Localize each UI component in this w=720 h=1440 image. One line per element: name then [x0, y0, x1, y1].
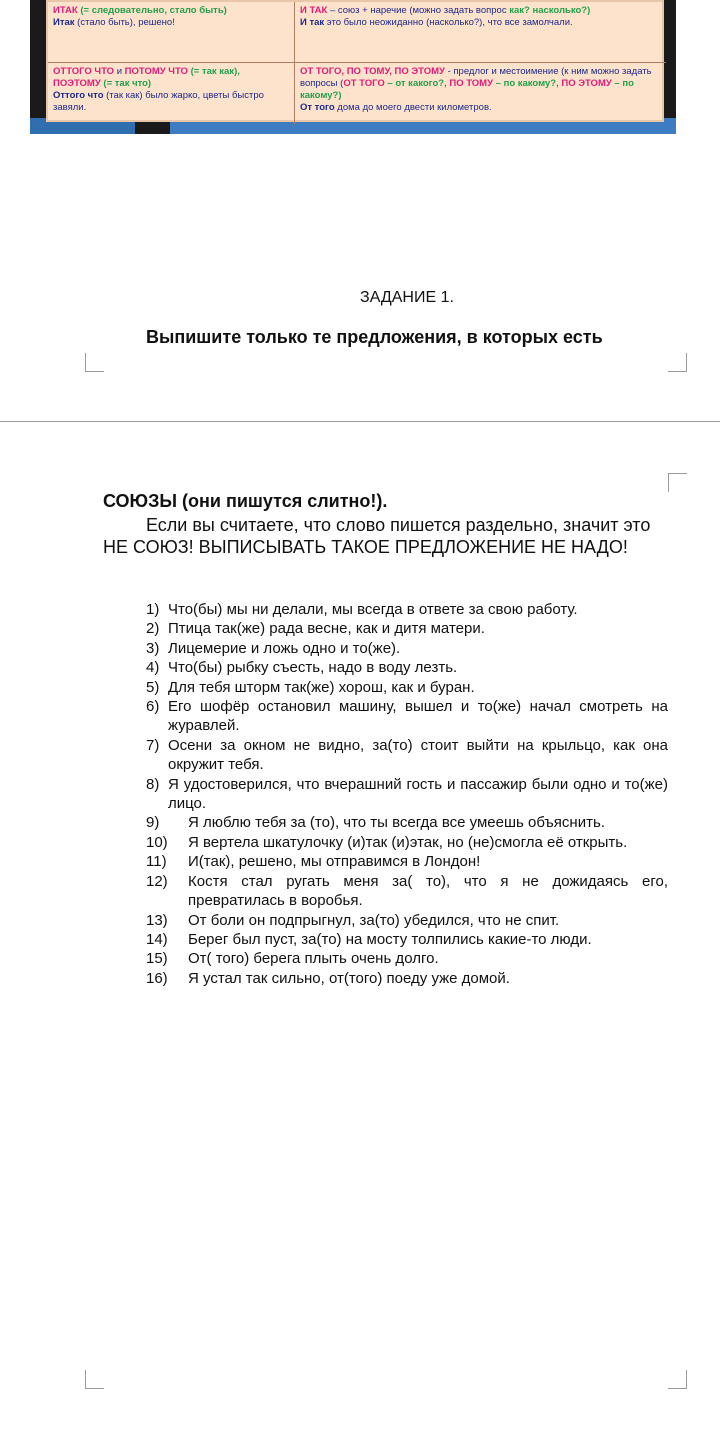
table-cell-ottogo-chto: ОТТОГО ЧТО и ПОТОМУ ЧТО (= так как), ПОЭТОМУ (= так что) Оттого что (так как) было жарко, цветы быстро завяли.	[48, 62, 294, 124]
list-item: 4) Что(бы) рыбку съесть, надо в воду лезть.	[146, 659, 458, 677]
task-title: ЗАДАНИЕ 1.	[360, 289, 454, 306]
list-item: 2) Птица так(же) рада весне, как и дитя матери.	[146, 620, 485, 638]
table-cell-itak: ИТАК (= следовательно, стало быть) Итак (стало быть), решено!	[53, 5, 227, 28]
list-item: 3) Лицемерие и ложь одно и то(же).	[146, 639, 401, 657]
page-corner-mark	[85, 353, 104, 372]
list-item: 5) Для тебя шторм так(же) хорош, как и буран.	[146, 678, 475, 696]
list-item: 9) Я люблю тебя за (то), что ты всегда все умеешь объяснить.	[146, 814, 605, 832]
list-item: 11) И(так), решено, мы отправимся в Лондон!	[146, 853, 481, 871]
list-item: 7) Осени за окном не видно, за(то) стоит выйти на крыльцо, как она окружит тебя.	[146, 736, 668, 774]
page-corner-mark	[668, 353, 687, 372]
sentence-list	[146, 600, 668, 988]
page-corner-mark	[668, 473, 687, 492]
section-heading: СОЮЗЫ (они пишутся слитно!).	[103, 491, 388, 511]
page-separator	[0, 421, 720, 422]
instruction-paragraph: Если вы считаете, что слово пишется раздельно, значит это НЕ СОЮЗ! ВЫПИСЫВАТЬ ТАКОЕ ПРЕДЛОЖЕНИЕ НЕ НАДО!	[103, 515, 651, 557]
rules-table	[46, 0, 664, 122]
list-item: 10) Я вертела шкатулочку (и)так (и)этак, но (не)смогла её открыть.	[146, 833, 628, 851]
page-corner-mark	[85, 1370, 104, 1389]
list-item: 13) От боли он подпрыгнул, за(то) убедился, что не спит.	[146, 911, 560, 929]
list-item: 12) Костя стал ругать меня за( то), что я не дожидаясь его, превратилась в воробья.	[146, 872, 668, 910]
list-item: 6) Его шофёр остановил машину, вышел и то(же) начал смотреть на журавлей.	[146, 698, 668, 735]
rules-table-image	[30, 0, 676, 134]
list-item: 15) От( того) берега плыть очень долго.	[146, 950, 439, 968]
list-item: 8) Я удостоверился, что вчерашний гость и пассажир были одно и то(же) лицо.	[146, 775, 668, 813]
task-instruction: Выпишите только те предложения, в которых есть	[146, 327, 603, 347]
page-corner-mark	[668, 1370, 687, 1389]
list-item: 16) Я устал так сильно, от(того) поеду уже домой.	[146, 969, 510, 987]
table-cell-i-tak: И ТАК – союз + наречие (можно задать вопрос как? насколько?) И так это было неожиданно (насколько?), что все замолчали.	[294, 2, 666, 62]
list-item: 1) Что(бы) мы ни делали, мы всегда в ответе за свою работу.	[146, 601, 578, 618]
list-item: 14) Берег был пуст, за(то) на мосту толпились какие-то люди.	[146, 930, 592, 948]
table-cell-ot-togo: ОТ ТОГО, ПО ТОМУ, ПО ЭТОМУ - предлог и местоимение (к ним можно задать вопросы (ОТ ТОГО – от какого?, ПО ТОМУ – по какому?, ПО ЭТОМУ – по какому?) От того дома до моего двести километров.	[294, 62, 666, 124]
